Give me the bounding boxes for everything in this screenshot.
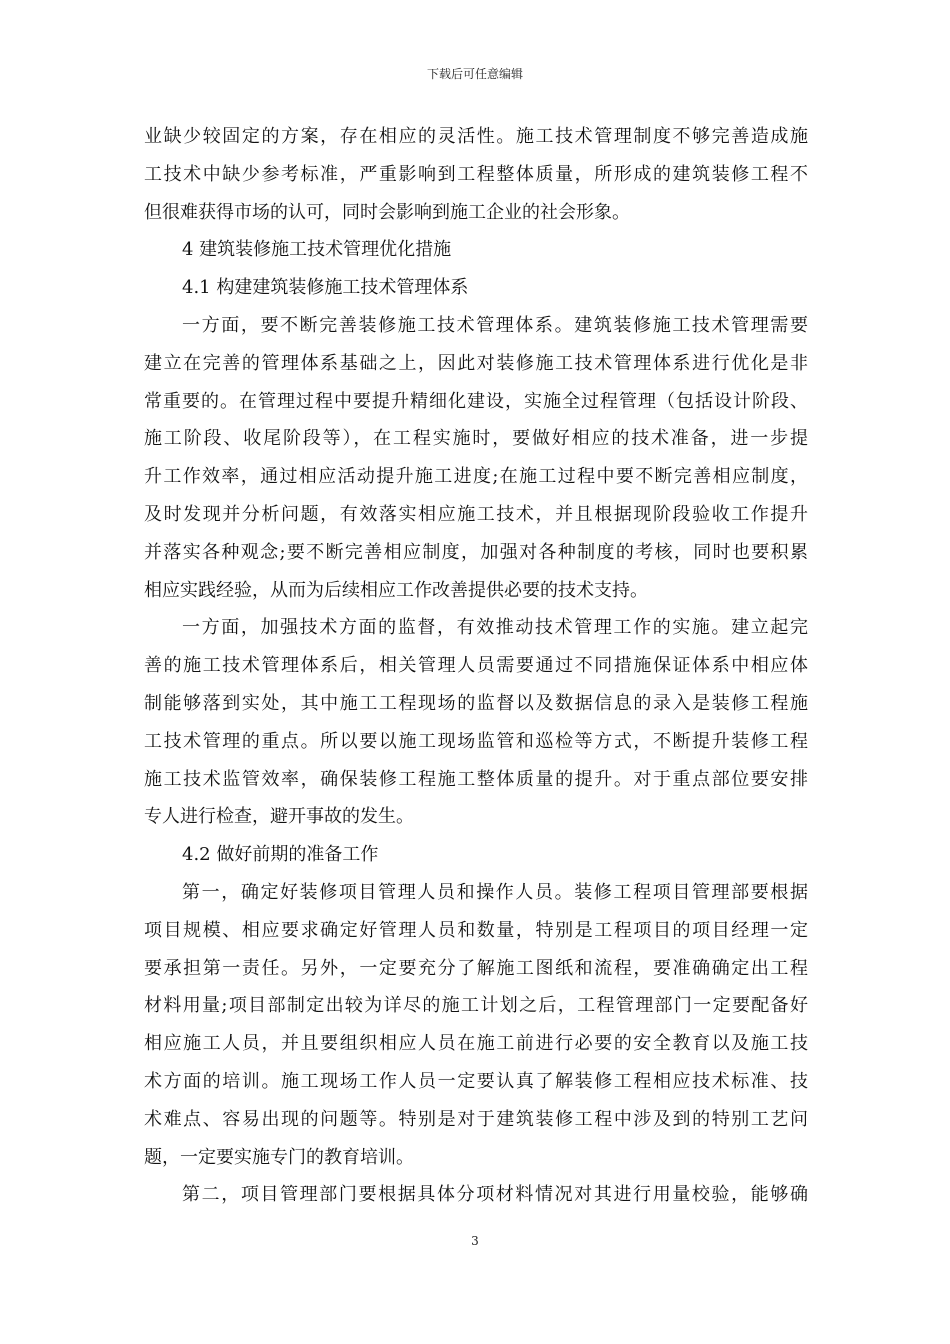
- text-line: 专人进行检查，避开事故的发生。: [144, 806, 414, 828]
- text-line: 项目规模、相应要求确定好管理人员和数量，特别是工程项目的项目经理一定: [144, 919, 808, 941]
- text-line: 工技术中缺少参考标准，严重影响到工程整体质量，所形成的建筑装修工程不: [144, 163, 808, 185]
- text-line: 术难点、容易出现的问题等。特别是对于建筑装修工程中涉及到的特别工艺问: [144, 1108, 808, 1130]
- text-line: 业缺少较固定的方案，存在相应的灵活性。施工技术管理制度不够完善造成施: [144, 126, 808, 147]
- text-line: 施工技术监管效率，确保装修工程施工整体质量的提升。对于重点部位要安排: [144, 768, 808, 790]
- text-line: 建立在完善的管理体系基础之上，因此对装修施工技术管理体系进行优化是非: [144, 352, 808, 374]
- text-line: 制能够落到实处，其中施工工程现场的监督以及数据信息的录入是装修工程施: [144, 692, 808, 714]
- text-line: 4.2 做好前期的准备工作: [182, 844, 379, 866]
- text-line: 施工阶段、收尾阶段等），在工程实施时，要做好相应的技术准备，进一步提: [144, 428, 808, 450]
- para-management-system: [144, 307, 808, 609]
- text-line: 4.1 构建建筑装修施工技术管理体系: [182, 277, 469, 299]
- text-line: 术方面的培训。施工现场工作人员一定要认真了解装修工程相应技术标准、技: [144, 1070, 808, 1092]
- page-number: 3: [471, 1234, 479, 1248]
- heading-4: [144, 231, 808, 269]
- text-line: 升工作效率，通过相应活动提升施工进度;在施工过程中要不断完善相应制度，: [144, 466, 808, 488]
- text-line: 相应实践经验，从而为后续相应工作改善提供必要的技术支持。: [144, 579, 648, 601]
- text-line: 题，一定要实施专门的教育培训。: [144, 1146, 414, 1168]
- text-line: 常重要的。在管理过程中要提升精细化建设，实施全过程管理（包括设计阶段、: [144, 390, 808, 412]
- text-line: 第二，项目管理部门要根据具体分项材料情况对其进行用量校验，能够确: [182, 1184, 808, 1206]
- text-line: 工技术管理的重点。所以要以施工现场监管和巡检等方式，不断提升装修工程: [144, 730, 808, 752]
- para-first: [144, 874, 808, 1176]
- heading-4-1: [144, 269, 808, 307]
- text-line: 一方面，加强技术方面的监督，有效推动技术管理工作的实施。建立起完: [182, 617, 808, 639]
- text-line: 相应施工人员，并且要组织相应人员在施工前进行必要的安全教育以及施工技: [144, 1033, 808, 1055]
- text-line: 一方面，要不断完善装修施工技术管理体系。建筑装修施工技术管理需要: [182, 314, 808, 336]
- para-supervision: [144, 609, 808, 836]
- text-line: 要承担第一责任。另外，一定要充分了解施工图纸和流程，要准确确定出工程: [144, 957, 808, 979]
- para-continuation: [144, 118, 808, 231]
- text-line: 及时发现并分析问题，有效落实相应施工技术，并且根据现阶段验收工作提升: [144, 503, 808, 525]
- text-line: 但很难获得市场的认可，同时会影响到施工企业的社会形象。: [144, 201, 630, 223]
- text-line: 并落实各种观念;要不断完善相应制度，加强对各种制度的考核，同时也要积累: [144, 541, 808, 563]
- text-line: 材料用量;项目部制定出较为详尽的施工计划之后，工程管理部门一定要配备好: [144, 995, 808, 1017]
- para-second: [144, 1176, 808, 1214]
- text-line: 善的施工技术管理体系后，相关管理人员需要通过不同措施保证体系中相应体: [144, 655, 808, 677]
- page-header: 下载后可任意编辑: [426, 67, 523, 81]
- text-line: 第一，确定好装修项目管理人员和操作人员。装修工程项目管理部要根据: [182, 881, 808, 903]
- text-line: 4 建筑装修施工技术管理优化措施: [182, 239, 452, 261]
- heading-4-2: [144, 836, 808, 874]
- document-body: [144, 118, 808, 1214]
